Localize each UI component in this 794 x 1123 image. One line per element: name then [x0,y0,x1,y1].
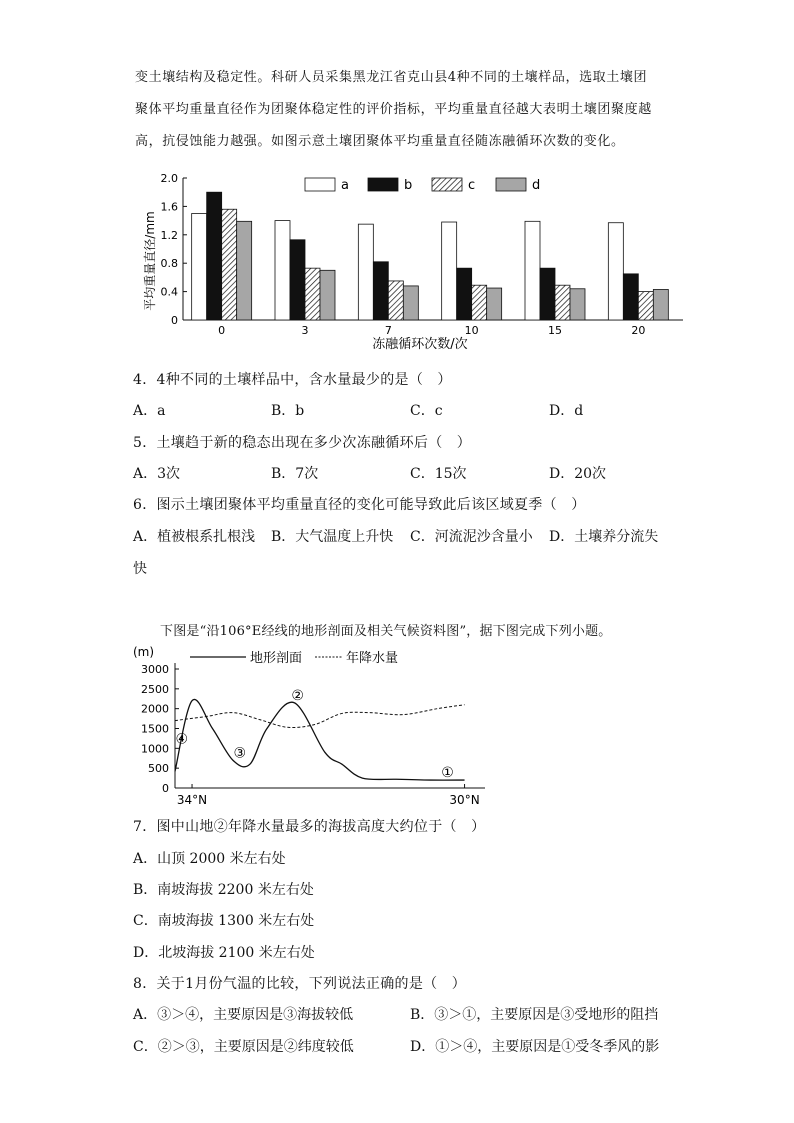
profile-marker-4: ④ [175,731,189,748]
bar-x-tick-label: 7 [384,324,392,337]
profile-y-tick-label: 0 [162,782,169,795]
question-8-stem: 8．关于1月份气温的比较，下列说法正确的是（ ） [133,976,467,992]
bar-y-tick-label: 0.8 [160,257,178,271]
question-5-option-b[interactable]: B．7次 [271,466,319,482]
bar-x-tick-label: 10 [464,324,479,337]
bar-c [472,285,487,320]
profile-y-unit: (m) [133,645,155,659]
bar-a [608,223,623,320]
legend-swatch-c [432,178,462,191]
profile-marker-2: ② [291,687,304,704]
bar-y-tick-label: 0 [171,314,178,327]
bar-xlabel: 冻融循环次数/次 [372,337,468,352]
question-6-stem: 6．图示土壤团聚体平均重量直径的变化可能导致此后该区域夏季（ ） [133,497,586,513]
profile-y-tick-label: 1000 [141,742,169,756]
profile-marker-1: ① [441,765,454,782]
bar-b [373,262,388,320]
question-4-option-c[interactable]: C．c [410,403,443,419]
question-5-option-a[interactable]: A．3次 [133,466,181,482]
bar-y-tick-label: 1.2 [160,228,178,242]
precipitation-line [175,705,465,728]
bar-b [290,240,305,320]
question-5-stem: 5．土壤趋于新的稳态出现在多少次冻融循环后（ ） [133,435,472,451]
question-4-option-a[interactable]: A．a [133,403,166,419]
question-7-option-a[interactable]: A．山顶 2000 米左右处 [133,851,286,867]
question-6-option-a[interactable]: A．植被根系扎根浅 [133,529,256,545]
bar-y-tick-label: 0.4 [160,285,178,299]
bar-a [275,221,290,320]
legend-label-b: b [404,178,413,193]
question-6-option-c[interactable]: C．河流泥沙含量小 [410,529,533,545]
question-6-option-d-wrap: 快 [133,561,147,577]
profile-y-tick-label: 2000 [141,702,169,716]
bar-c [638,292,653,320]
bar-b [207,192,222,320]
profile-x-tick-label: 34°N [176,793,208,807]
legend-label-d: d [532,178,541,193]
bar-x-tick-label: 0 [218,324,226,337]
question-7-option-c[interactable]: C．南坡海拔 1300 米左右处 [133,913,315,929]
profile-chart [0,640,794,810]
legend-label-a: a [341,178,349,193]
bar-d [487,288,502,320]
bar-d [320,270,335,320]
bar-x-tick-label: 15 [548,324,562,337]
question-7-stem: 7．图中山地②年降水量最多的海拔高度大约位于（ ） [133,819,486,835]
profile-y-tick-label: 1500 [141,722,169,736]
profile-x-tick-label: 30°N [449,793,480,807]
bar-a [358,224,373,320]
bar-y-tick-label: 2.0 [160,172,178,185]
bar-a [525,221,540,320]
legend-swatch-d [496,178,526,191]
legend-precip-label: 年降水量 [346,651,399,666]
bar-b [623,274,638,320]
question-8-option-b[interactable]: B．③＞①，主要原因是③受地形的阻挡 [410,1007,659,1023]
bar-a [192,214,207,321]
profile-marker-3: ③ [233,745,247,762]
bar-b [540,268,555,320]
intro-line-3: 高，抗侵蚀能力越强。如图示意土壤团聚体平均重量直径随冻融循环次数的变化。 [135,134,625,149]
profile-y-tick-label: 500 [148,762,169,776]
question-8-option-a[interactable]: A．③＞④，主要原因是③海拔较低 [133,1007,354,1023]
bar-c [305,268,320,320]
bar-x-tick-label: 20 [631,324,646,337]
bar-chart [0,160,794,370]
profile-y-tick-label: 3000 [141,663,169,676]
question-5-option-d[interactable]: D．20次 [549,466,607,482]
intro-line-2: 聚体平均重量直径作为团聚体稳定性的评价指标，平均重量直径越大表明土壤团聚度越 [135,102,652,117]
bar-c [388,281,403,320]
bar-ylabel: 平均重量直径/mm [143,211,157,311]
bar-d [237,221,252,320]
legend-swatch-b [368,178,398,191]
intro-line-1: 变土壤结构及稳定性。科研人员采集黑龙江省克山县4种不同的土壤样品，选取土壤团 [135,70,648,85]
question-5-option-c[interactable]: C．15次 [410,466,467,482]
legend-swatch-a [305,178,335,191]
question-4-option-d[interactable]: D．d [549,403,584,419]
bar-b [457,268,472,320]
bar-d [570,289,585,320]
question-4-option-b[interactable]: B．b [271,403,305,419]
question-6-option-d[interactable]: D．土壤养分流失 [549,529,659,545]
bar-c [222,209,237,320]
question-7-option-d[interactable]: D．北坡海拔 2100 米左右处 [133,945,315,961]
bar-d [653,289,668,320]
question-6-option-b[interactable]: B．大气温度上升快 [271,529,394,545]
profile-y-tick-label: 2500 [141,682,169,696]
question-8-option-c[interactable]: C．②＞③，主要原因是②纬度较低 [133,1039,354,1055]
bar-y-tick-label: 1.6 [160,200,178,214]
legend-terrain-label: 地形剖面 [250,651,303,666]
bar-x-tick-label: 3 [301,324,309,337]
legend-label-c: c [468,178,476,193]
bar-a [442,222,457,320]
question-4-stem: 4．4种不同的土壤样品中，含水量最少的是（ ） [133,372,452,388]
question-7-option-b[interactable]: B．南坡海拔 2200 米左右处 [133,882,314,898]
bar-d [403,286,418,320]
question-8-option-d[interactable]: D．①＞④，主要原因是①受冬季风的影 [410,1039,660,1055]
profile-chart-title: 下图是“沿106°E经线的地形剖面及相关气候资料图”，据下图完成下列小题。 [160,624,612,639]
bar-c [555,285,570,320]
